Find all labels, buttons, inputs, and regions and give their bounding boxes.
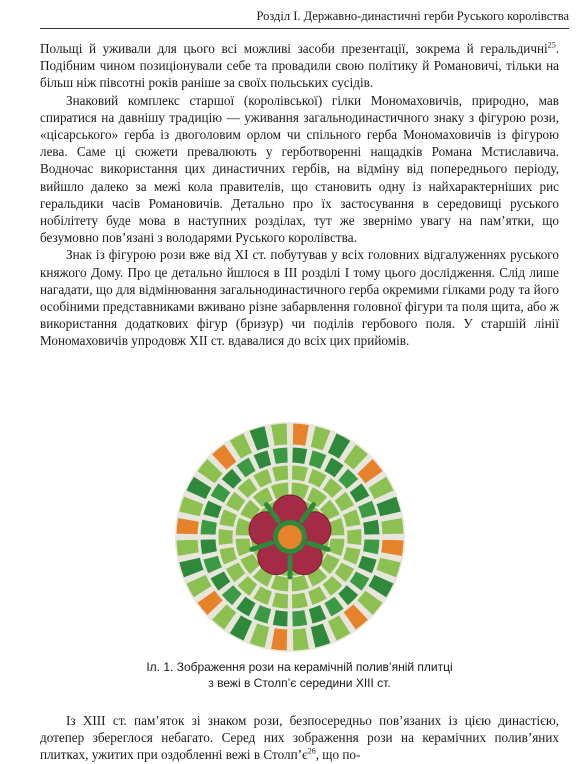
paragraph-1: [40, 40, 559, 92]
tile-segment: [200, 519, 217, 535]
tile-segment: [363, 519, 380, 535]
running-header: [40, 6, 569, 29]
tile-segment: [347, 529, 362, 546]
footnote-ref-26[interactable]: 26: [307, 747, 316, 757]
tile-segment: [292, 610, 308, 627]
paragraph-4-text-cont: , що по-: [315, 747, 361, 763]
paragraph-4: [40, 712, 559, 764]
tile-segment: [218, 529, 233, 546]
footnote-ref-25[interactable]: 25: [547, 40, 556, 50]
paragraph-4-text: Із XIII ст. пам’яток зі знаком рози, безпосередньо пов’язаних із цією династією, дотепер збереглося небагато. Серед них зображення рози на керамічних полив’яних плитках, ужитих при оздобленні вежі в Столп’є: [40, 713, 559, 763]
bottom-text: [40, 712, 559, 764]
running-title: Розділ І. Державно-династичні герби Руського королівства: [256, 9, 569, 23]
paragraph-1-text-cont: . Подібним чином позиціонували себе та провадили свою політику й Романовичі, тільки на більш ніж півсотні років раніше за своїх польських сусідів.: [40, 41, 559, 91]
tile-segment: [292, 447, 308, 464]
tile-segment: [272, 610, 288, 627]
tile-segment: [200, 539, 217, 555]
caption-line-1: Іл. 1. Зображення рози на керамічній полив’яній плитці: [146, 660, 453, 674]
rose-center: [278, 525, 302, 549]
paragraph-2: Знаковий комплекс старшої (королівської) гілки Мономаховичів, природно, мав спиратися на давнішу традицію — уживання загальнодинастичного знаку з фігурою рози, «цісарського» герба із двоголовим орлом чи спільного герба Мономаховичів із фігурою лева. Саме ці сюжети превалюють у герботворенні нащадків Романа Мстиславича. Водночас використання цих династичних гербів, на відміну від попереднього періоду, вийшло далеко за межі кола правителів, що становить одну із найхарактерніших рис геральдики часів Романовичів. Детально про їх застосування в середовищі руського нобілітету буде мова в наступних розділах, тут же звернімо увагу на пам’ятки, що безумовно пов’язані з володарями Руського королівства.: [40, 92, 559, 246]
tile-segment: [272, 447, 288, 464]
figure-caption: [40, 659, 559, 691]
caption-line-2: з вежі в Столп’є середини XIII ст.: [208, 676, 391, 690]
tile-segment: [363, 539, 380, 555]
rose-tile-figure: [174, 421, 406, 653]
paragraph-1-text: Польщі й уживали для цього всі можливі засоби презентації, зокрема й геральдичні: [40, 41, 548, 56]
paragraph-3: Знак із фігурою рози вже від XI ст. побутував у всіх головних відгалуженнях руського княжого Дому. Про це детально йшлося в ІІІ розділі І тому цього дослідження. Слід лише нагадати, що для відмінювання загальнодинастичного герба окремими гілками роду та його особіними представниками вживано різне забарвлення головної фігури та поля щита, або ж використання додаткових фігур (бризур) чи поділів гербового поля. У старшій лінії Мономаховичів упродовж XII ст. вдавалися до всіх цих прийомів.: [40, 247, 559, 349]
main-text: [40, 40, 559, 350]
